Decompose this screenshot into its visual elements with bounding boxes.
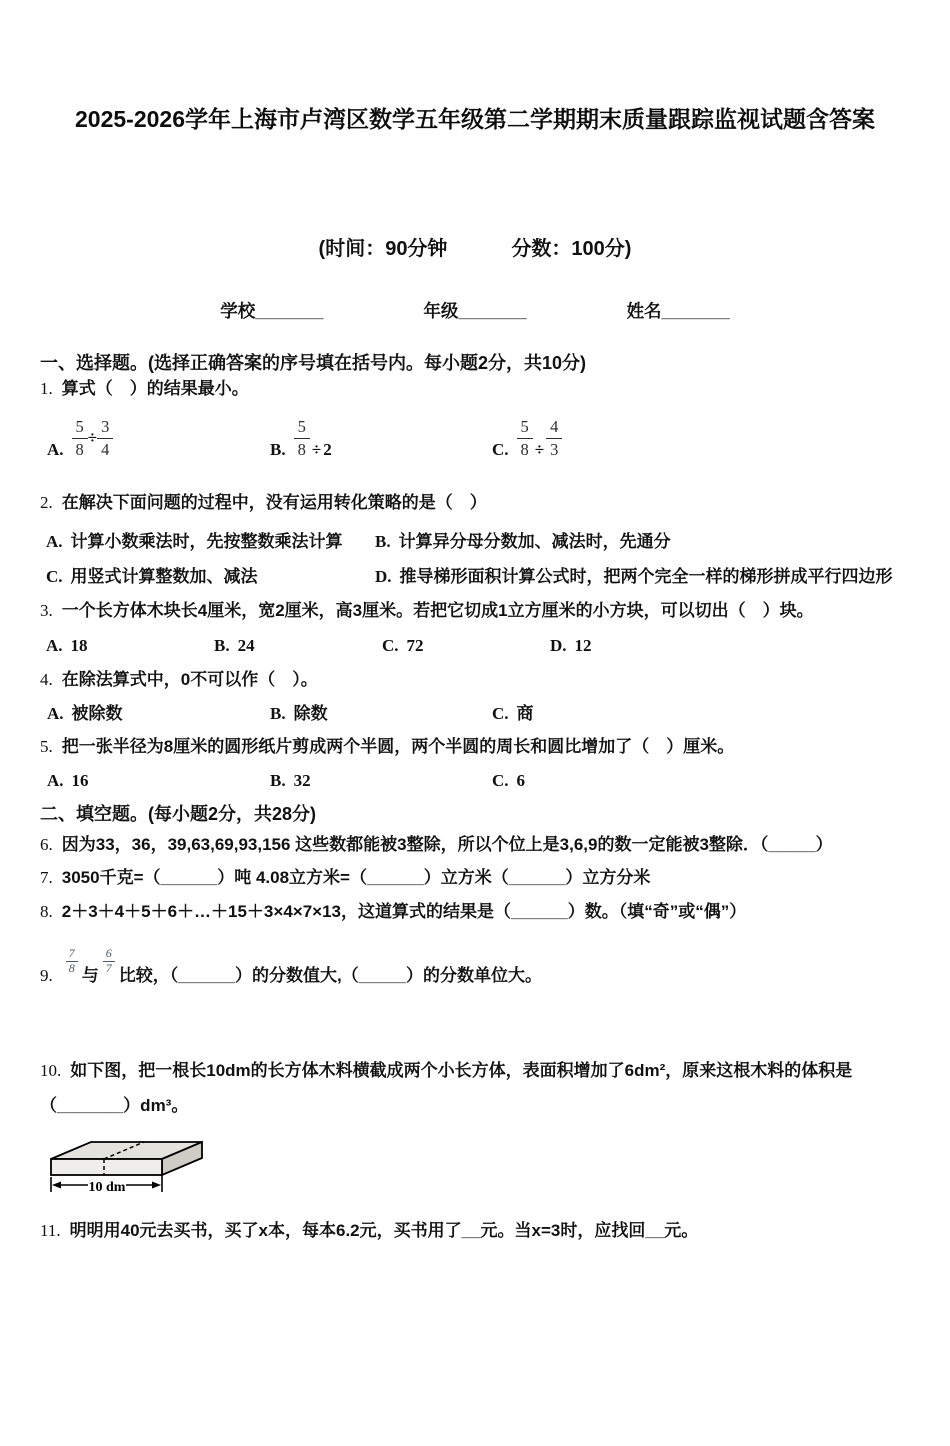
option-d [550,635,910,657]
fraction [72,417,88,460]
option-a-text: 16 [71,771,89,790]
question-1-text: 算式（ ）的结果最小。 [61,379,249,398]
option-b [270,770,492,792]
question-7-text: 3050千克=（______）吨 4.08立方米=（______）立方米（______）立方分米 [61,868,651,887]
option-c [492,417,910,461]
question-4 [40,669,910,691]
option-d-text: 12 [574,636,592,655]
option-a-text: 18 [70,636,88,655]
option-a-label: A. [47,439,64,459]
question-10-text: 如下图，把一根长10dm的长方体木料横截成两个小长方体，表面积增加了6dm²，原来这根木料的体积是（_______）dm³。 [40,1060,853,1115]
question-5-text: 把一张半径为8厘米的圆形纸片剪成两个半圆，两个半圆的周长和圆比增加了（ ）厘米。 [61,737,735,756]
question-2-options-row2 [40,566,910,588]
fraction-numerator: 5 [72,417,88,439]
question-4-number: 4. [40,670,53,689]
question-8 [40,901,910,923]
time-label: (时间：90分钟 [318,238,448,260]
option-c-label: C. [492,439,509,459]
option-d-label: D. [375,567,392,586]
question-11 [40,1220,910,1242]
grade-field: 年级_______ [423,301,527,321]
option-b-text: 除数 [293,704,328,723]
page-title: 2025-2026学年上海市卢湾区数学五年级第二学期期末质量跟踪监视试题含答案 [75,106,875,132]
fraction [546,417,562,460]
fraction-numerator: 6 [103,947,115,962]
fraction-denominator: 8 [520,439,529,459]
fraction-numerator: 5 [294,417,310,439]
fraction-numerator: 3 [97,417,113,439]
question-8-text: 2＋3＋4＋5＋6＋…＋15＋3×4×7×13，这道算式的结果是（______）数。（填“奇”或“偶”） [61,902,747,921]
option-a-label: A. [46,636,63,655]
option-a [46,531,375,553]
option-c-label: C. [492,771,509,790]
fraction [97,417,113,460]
option-c [382,635,550,657]
option-a-label: A. [46,532,63,551]
option-a [47,417,270,461]
option-c-text: 72 [406,636,424,655]
fraction-numerator: 7 [66,947,78,962]
option-c-text: 用竖式计算整数加、减法 [70,567,258,586]
fraction-denominator: 8 [68,960,75,975]
option-a-label: A. [47,771,64,790]
cuboid-figure [46,1127,211,1199]
option-c-label: C. [492,704,509,723]
fraction-numerator: 5 [517,417,533,439]
option-c-label: C. [46,567,63,586]
option-b-label: B. [270,704,286,723]
question-6-number: 6. [40,835,53,854]
option-c [492,770,910,792]
question-10-figure [46,1127,910,1204]
option-c-text: 6 [516,771,526,790]
option-b-label: B. [375,532,391,551]
question-3-text: 一个长方体木块长4厘米，宽2厘米，高3厘米。若把它切成1立方厘米的小方块，可以切出（ ）块。 [61,601,814,620]
question-8-number: 8. [40,902,53,921]
fraction-numerator: 4 [546,417,562,439]
cuboid-front-face [51,1159,162,1175]
name-field: 姓名_______ [626,301,730,321]
question-3 [40,600,910,622]
option-a [47,703,270,725]
question-4-options [40,703,910,725]
question-7-number: 7. [40,868,53,887]
fraction-denominator: 8 [297,439,306,459]
school-field: 学校_______ [220,301,324,321]
fraction [294,417,310,460]
option-b-text: 32 [293,771,311,790]
option-d-text: 推导梯形面积计算公式时，把两个完全一样的梯形拼成平行四边形 [399,567,893,586]
question-10 [40,1053,910,1123]
score-label: 分数：100分) [511,238,632,260]
option-b [270,417,492,461]
question-2-number: 2. [40,493,53,512]
time-score-line [40,236,910,263]
fraction [517,417,533,460]
question-2-options-row1 [40,531,910,553]
question-1 [40,378,910,400]
option-b-text: 24 [237,636,255,655]
question-2 [40,492,910,514]
question-1-number: 1. [40,379,53,398]
fraction-denominator: 8 [75,439,84,459]
option-d [375,566,910,588]
section-fill-heading: 二、填空题。(每小题2分，共28分) [40,804,317,824]
fraction-denominator: 7 [105,960,112,975]
exam-paper [0,102,950,1242]
division-operator: ÷ [311,439,322,459]
question-3-number: 3. [40,601,53,620]
question-9-number: 9. [40,965,53,985]
question-6-text: 因为33，36，39,63,69,93,156 这些数都能被3整除，所以个位上是3,6,9的数一定能被3整除．（_____） [61,835,833,854]
operand: 2 [323,439,332,459]
fraction-denominator: 4 [101,439,110,459]
question-2-text: 在解决下面问题的过程中，没有运用转化策略的是（ ） [61,493,487,512]
option-d-label: D. [550,636,567,655]
option-c-text: 商 [516,704,534,723]
division-operator: ÷ [534,439,545,459]
option-a-text: 计算小数乘法时，先按整数乘法计算 [70,532,343,551]
dimension-label: 10 dm [88,1179,126,1195]
option-c [492,703,910,725]
question-10-number: 10. [40,1060,62,1080]
option-a [47,770,270,792]
option-b [214,635,382,657]
option-c-label: C. [382,636,399,655]
question-5-number: 5. [40,737,53,756]
fraction-denominator: 3 [550,439,559,459]
option-b [270,703,492,725]
option-b-label: B. [270,439,286,459]
question-6 [40,834,910,856]
option-b [375,531,910,553]
fraction [66,947,78,976]
option-b-text: 计算异分母分数加、减法时，先通分 [398,532,671,551]
question-9-text: 比较，（______）的分数值大,（_____）的分数单位大。 [118,965,542,985]
question-5-options [40,770,910,792]
question-11-number: 11. [40,1220,61,1240]
question-7 [40,867,910,889]
question-4-text: 在除法算式中，0不可以作（ ）。 [61,670,318,689]
question-3-options [40,635,910,657]
question-1-options [40,408,910,470]
option-b-label: B. [214,636,230,655]
option-c [46,566,375,588]
dimension-arrowhead-left [52,1181,61,1188]
option-b-label: B. [270,771,286,790]
option-a-text: 被除数 [71,704,123,723]
option-a [46,635,214,657]
fraction [103,947,115,976]
student-info-line [40,300,910,323]
question-11-text: 明明用40元去买书，买了x本，每本6.2元，买书用了__元。当x=3时，应找回__元。 [69,1220,699,1240]
question-5 [40,736,910,758]
conjunction: 与 [81,965,99,985]
division-operator: ÷ [87,427,98,447]
option-a-label: A. [47,704,64,723]
dimension-arrowhead-right [152,1181,161,1188]
question-9 [40,947,910,989]
section-choice-heading: 一、选择题。(选择正确答案的序号填在括号内。每小题2分，共10分) [40,353,587,373]
